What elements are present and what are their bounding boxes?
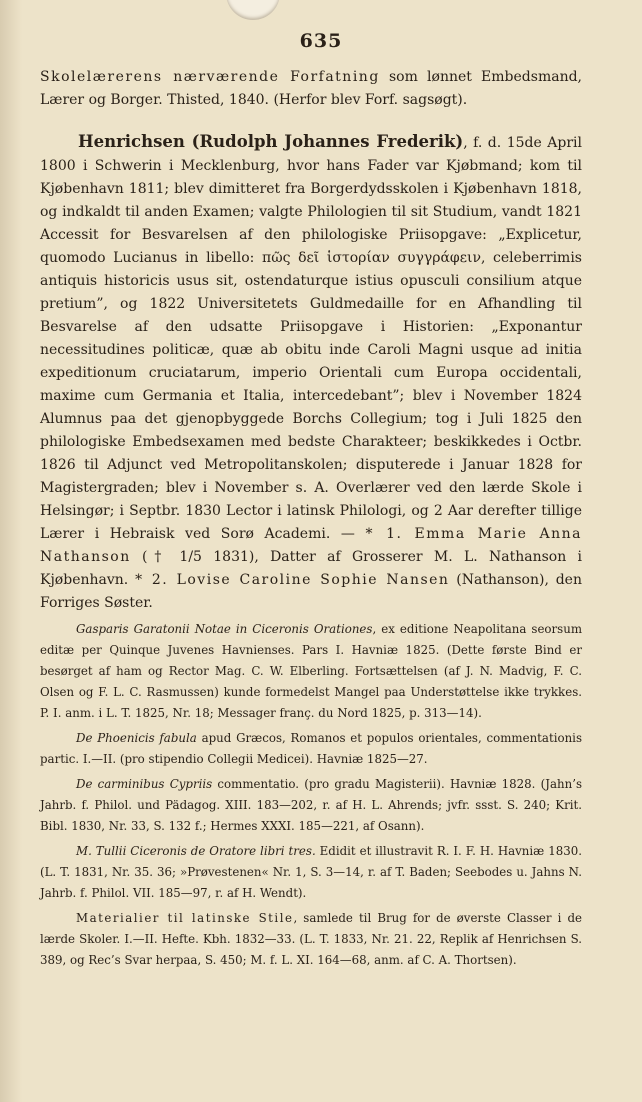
biography-entry xyxy=(40,130,582,615)
work-title: Gasparis Garatonii Notae in Ciceronis Orationes xyxy=(76,622,373,636)
work-title: De Phoenicis fabula xyxy=(76,731,197,745)
second-spouse: * 2. Lovise Caroline Sophie Nansen xyxy=(135,572,450,588)
entry-name: Henrichsen (Rudolph Johannes Frederik) xyxy=(78,132,464,151)
work-details: commentatio. (pro gradu Magisterii). Havniæ 1828. (Jahn’s Jahrb. f. Philol. und Pädagog. XIII. 183—202, r. af H. L. Ahrends; jvfr. ssst. S. 240; Krit. Bibl. 1830, Nr. 33, S. 132 f.; Hermes XXXI. 185—221, af Osann). xyxy=(40,777,582,833)
binding-hole xyxy=(226,0,280,20)
page-number: 635 xyxy=(299,30,343,52)
bibliography-item xyxy=(40,728,582,770)
previous-entry-tail xyxy=(40,66,582,112)
work-title: Materialier til latinske Stile xyxy=(76,911,294,925)
bibliography-item xyxy=(40,774,582,837)
second-spouse-text: (Nathanson), den Forriges Søster. xyxy=(40,572,582,611)
page-body xyxy=(40,66,582,971)
work-details: , samlede til Brug for de øverste Classer i de lærde Skoler. I.—II. Hefte. Kbh. 1832—33. (L. T. 1833, Nr. 21. 22, Replik af Henrichsen S. 389, og Rec’s Svar herpaa, S. 450; M. f. L. XI. 164—68, anm. af C. A. Thortsen). xyxy=(40,911,582,967)
work-title: M. Tullii Ciceronis de Oratore libri tres. xyxy=(76,844,316,858)
previous-entry-text: som lønnet Embedsmand, Lærer og Borger. Thisted, 1840. (Herfor blev Forf. sagsøgt). xyxy=(40,69,583,108)
previous-entry-title: Skolelærerens nærværende Forfatning xyxy=(40,69,380,85)
work-details: , ex editione Neapolitana seorsum editæ per Quinque Juvenes Havnienses. Pars I. Havniæ 1825. (Dette første Bind er besørget af ham og Rector Mag. C. W. Elberling. Fortsættelsen (af J. N. Madvig, F. C. Olsen og F. L. C. Rasmussen) kunde formedelst Mangel paa Understøttelse ikke trykkes. P. I. anm. i L. T. 1825, Nr. 18; Messager franç. du Nord 1825, p. 313—14). xyxy=(40,622,583,720)
work-details: apud Græcos, Romanos et populos orientales, commentationis partic. I.—II. (pro stipendio Collegii Medicei). Havniæ 1825—27. xyxy=(40,731,583,766)
bibliography-item xyxy=(40,619,582,724)
first-spouse: * 1. Emma Marie Anna Nathanson xyxy=(40,526,582,565)
page-edge-shadow xyxy=(0,0,22,1102)
bibliography-item xyxy=(40,908,582,971)
work-details: Edidit et illustravit R. I. F. H. Havniæ 1830. (L. T. 1831, Nr. 35. 36; »Prøvestenen« Nr. 1, S. 3—14, r. af T. Baden; Seebodes u. Jahns N. Jahrb. f. Philol. VII. 185—97, r. af H. Wendt). xyxy=(40,844,582,900)
first-spouse-text: († 1/5 1831), Datter af Grosserer M. L. Nathanson i Kjøbenhavn. xyxy=(40,549,582,588)
entry-text: , f. d. 15de April 1800 i Schwerin i Mecklenburg, hvor hans Fader var Kjøbmand; kom til Kjøbenhavn 1811; blev dimitteret fra Borgerdydsskolen i Kjøbenhavn 1818, og indkaldt til anden Examen; valgte Philologien til sit Studium, vandt 1821 Accessit for Besvarelsen af den philologiske Priisopgave: „Explicetur, quomodo Lucianus in libello: πῶς δεῖ ἱστορίαν συγγράφειν, celeberrimis antiquis historicis usus sit, ostendaturque istius opusculi consilium atque pretium”, og 1822 Universitetets Guldmedaille for en Afhandling til Besvarelse af den udsatte Priisopgave i Historien: „Exponantur necessitudines politicæ, quæ ab obitu inde Caroli Magni usque ad initia expeditionum cruciatarum, imperio Orientali cum Europa occidentali, maxime cum Germania et Italia, intercedebant”; blev i November 1824 Alumnus paa det gjenopbyggede Borchs Collegium; tog i Juli 1825 den philologiske Embedsexamen med bedste Charakteer; beskikkedes i Octbr. 1826 til Adjunct ved Metropolitanskolen; disputerede i Januar 1828 for Magistergraden; blev i November s. A. Overlærer ved den lærde Skole i Helsingør; i Septbr. 1830 Lector i latinsk Philologi, og 2 Aar derefter tillige Lærer i Hebraisk ved Sorø Academi. — xyxy=(40,135,582,542)
bibliography-item xyxy=(40,841,582,904)
work-title: De carminibus Cypriis xyxy=(76,777,213,791)
